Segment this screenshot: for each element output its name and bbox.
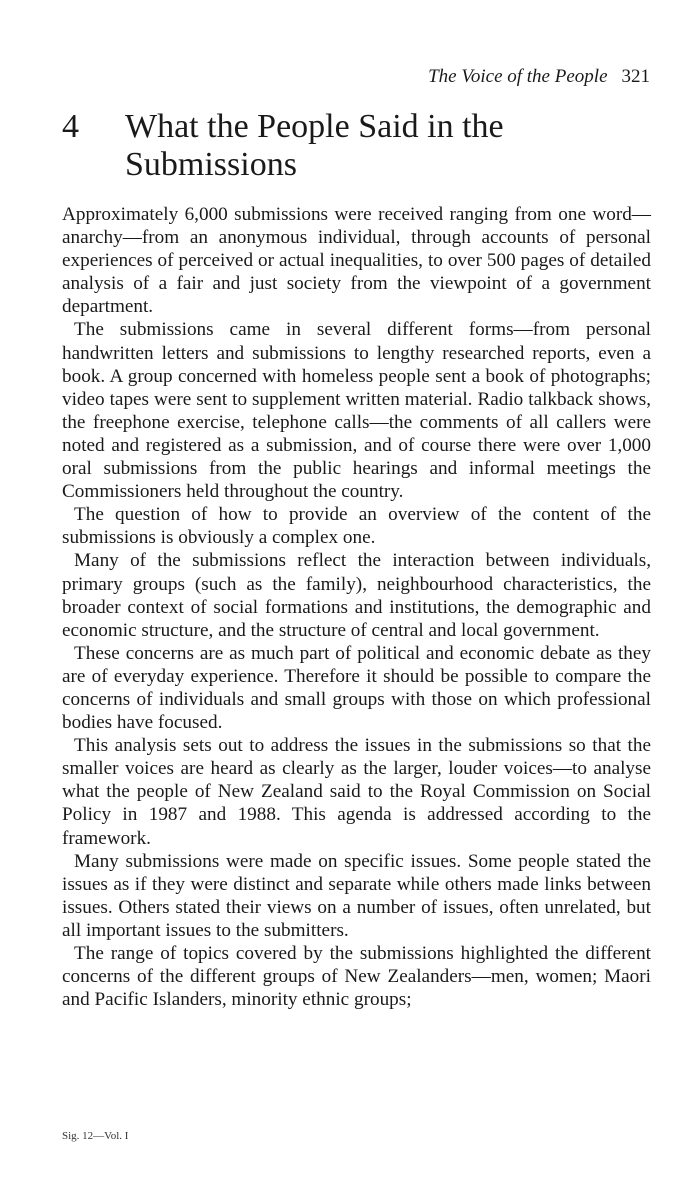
paragraph-3: The question of how to provide an overview of the content of the submissions is obviously a complex one. <box>62 504 651 549</box>
running-head <box>60 66 650 88</box>
chapter-heading <box>62 108 642 184</box>
chapter-title: What the People Said in the Submissions <box>125 108 504 183</box>
paragraph-6: This analysis sets out to address the issues in the submissions so that the smaller voices are heard as clearly as the larger, louder voices—to analyse what the people of New Zealand said to the Royal Commission on Social Policy in 1987 and 1988. This agenda is addressed according to the framework. <box>62 735 651 849</box>
page-number: 321 <box>621 66 650 87</box>
chapter-number: 4 <box>62 108 79 145</box>
paragraph-8: The range of topics covered by the submissions highlighted the different concerns of the different groups of New Zealanders—men, women; Maori and Pacific Islanders, minority ethnic groups; <box>62 943 651 1011</box>
signature-mark: Sig. 12—Vol. I <box>62 1130 129 1142</box>
paragraph-4: Many of the submissions reflect the interaction between individuals, primary groups (such as the family), neighbourhood characteristics, the broader context of social formations and institutions, the demographic and economic structure, and the structure of central and local government. <box>62 550 651 641</box>
paragraph-5: These concerns are as much part of political and economic debate as they are of everyday experience. Therefore it should be possible to compare the concerns of individuals and small groups with those on which professional bodies have focused. <box>62 642 651 734</box>
paragraph-7: Many submissions were made on specific issues. Some people stated the issues as if they were distinct and separate while others made links between issues. Others stated their views on a number of issues, often unrelated, but all important issues to the submitters. <box>62 850 651 941</box>
paragraph-2: The submissions came in several different forms—from personal handwritten letters and submissions to lengthy researched reports, even a book. A group concerned with homeless people sent a book of photographs; video tapes were sent to supplement written material. Radio talkback shows, the freephone exercise, telephone calls—the comments of all callers were noted and registered as a submission, and of course there were over 1,000 oral submissions from the public hearings and informal meetings the Commissioners held throughout the country. <box>62 319 651 503</box>
running-head-title: The Voice of the People <box>428 66 608 87</box>
paragraph-1: Approximately 6,000 submissions were received ranging from one word—anarchy—from an anonymous individual, through accounts of personal experiences of perceived or actual inequalities, to over 500 pages of detailed analysis of a fair and just society from the viewpoint of a government department. <box>62 204 651 318</box>
body-text <box>62 203 651 1011</box>
